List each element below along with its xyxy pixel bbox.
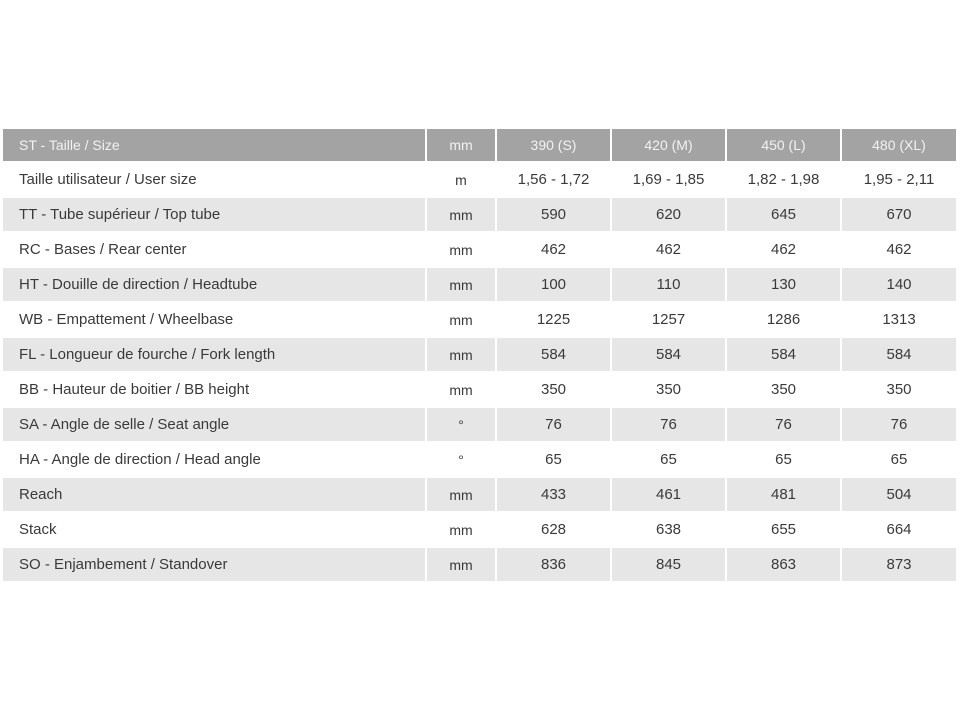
row-unit: ° <box>427 443 497 478</box>
row-label: Stack <box>3 513 427 548</box>
table-body <box>3 163 956 583</box>
row-value-s: 462 <box>497 233 612 268</box>
row-value-l: 645 <box>727 198 842 233</box>
row-value-l: 130 <box>727 268 842 303</box>
row-value-xl: 664 <box>842 513 956 548</box>
row-value-s: 628 <box>497 513 612 548</box>
row-unit: mm <box>427 268 497 303</box>
table-row <box>3 478 956 513</box>
row-value-xl: 584 <box>842 338 956 373</box>
row-value-m: 350 <box>612 373 727 408</box>
row-value-l: 863 <box>727 548 842 583</box>
row-label: SO - Enjambement / Standover <box>3 548 427 583</box>
row-value-xl: 350 <box>842 373 956 408</box>
row-value-l: 350 <box>727 373 842 408</box>
row-value-m: 584 <box>612 338 727 373</box>
header-label: ST - Taille / Size <box>3 129 427 163</box>
row-label: BB - Hauteur de boitier / BB height <box>3 373 427 408</box>
row-value-s: 584 <box>497 338 612 373</box>
row-value-l: 76 <box>727 408 842 443</box>
row-value-xl: 462 <box>842 233 956 268</box>
table-row <box>3 198 956 233</box>
row-value-xl: 873 <box>842 548 956 583</box>
row-value-l: 65 <box>727 443 842 478</box>
header-size-s: 390 (S) <box>497 129 612 163</box>
row-value-m: 76 <box>612 408 727 443</box>
row-value-m: 845 <box>612 548 727 583</box>
row-value-l: 1286 <box>727 303 842 338</box>
row-value-l: 1,82 - 1,98 <box>727 163 842 198</box>
row-label: WB - Empattement / Wheelbase <box>3 303 427 338</box>
row-value-s: 65 <box>497 443 612 478</box>
row-value-m: 1257 <box>612 303 727 338</box>
row-value-xl: 140 <box>842 268 956 303</box>
geometry-table <box>3 129 956 583</box>
row-value-xl: 65 <box>842 443 956 478</box>
row-value-l: 462 <box>727 233 842 268</box>
row-unit: mm <box>427 478 497 513</box>
row-unit: mm <box>427 338 497 373</box>
header-size-l: 450 (L) <box>727 129 842 163</box>
row-label: Reach <box>3 478 427 513</box>
row-value-l: 584 <box>727 338 842 373</box>
row-value-xl: 1,95 - 2,11 <box>842 163 956 198</box>
row-value-s: 1225 <box>497 303 612 338</box>
header-unit: mm <box>427 129 497 163</box>
table-row <box>3 513 956 548</box>
table-row <box>3 303 956 338</box>
row-unit: mm <box>427 513 497 548</box>
row-value-s: 100 <box>497 268 612 303</box>
row-value-m: 638 <box>612 513 727 548</box>
table-row <box>3 233 956 268</box>
table-header-row <box>3 129 956 163</box>
row-value-s: 590 <box>497 198 612 233</box>
row-unit: mm <box>427 373 497 408</box>
row-value-xl: 670 <box>842 198 956 233</box>
row-value-m: 65 <box>612 443 727 478</box>
row-label: HA - Angle de direction / Head angle <box>3 443 427 478</box>
row-value-m: 461 <box>612 478 727 513</box>
table-row <box>3 268 956 303</box>
row-value-s: 350 <box>497 373 612 408</box>
table-row <box>3 163 956 198</box>
row-label: TT - Tube supérieur / Top tube <box>3 198 427 233</box>
table-row <box>3 373 956 408</box>
row-value-m: 620 <box>612 198 727 233</box>
row-value-m: 110 <box>612 268 727 303</box>
header-size-m: 420 (M) <box>612 129 727 163</box>
header-size-xl: 480 (XL) <box>842 129 956 163</box>
row-value-s: 836 <box>497 548 612 583</box>
row-value-m: 1,69 - 1,85 <box>612 163 727 198</box>
row-label: FL - Longueur de fourche / Fork length <box>3 338 427 373</box>
row-label: HT - Douille de direction / Headtube <box>3 268 427 303</box>
row-value-s: 76 <box>497 408 612 443</box>
row-unit: ° <box>427 408 497 443</box>
table-row <box>3 338 956 373</box>
table-row <box>3 443 956 478</box>
row-unit: mm <box>427 233 497 268</box>
row-unit: mm <box>427 198 497 233</box>
table-row <box>3 548 956 583</box>
row-unit: mm <box>427 303 497 338</box>
row-value-m: 462 <box>612 233 727 268</box>
row-value-l: 481 <box>727 478 842 513</box>
row-value-s: 1,56 - 1,72 <box>497 163 612 198</box>
row-value-s: 433 <box>497 478 612 513</box>
row-value-xl: 504 <box>842 478 956 513</box>
row-label: RC - Bases / Rear center <box>3 233 427 268</box>
row-label: SA - Angle de selle / Seat angle <box>3 408 427 443</box>
row-label: Taille utilisateur / User size <box>3 163 427 198</box>
row-value-l: 655 <box>727 513 842 548</box>
table-row <box>3 408 956 443</box>
row-unit: m <box>427 163 497 198</box>
row-value-xl: 1313 <box>842 303 956 338</box>
row-unit: mm <box>427 548 497 583</box>
row-value-xl: 76 <box>842 408 956 443</box>
